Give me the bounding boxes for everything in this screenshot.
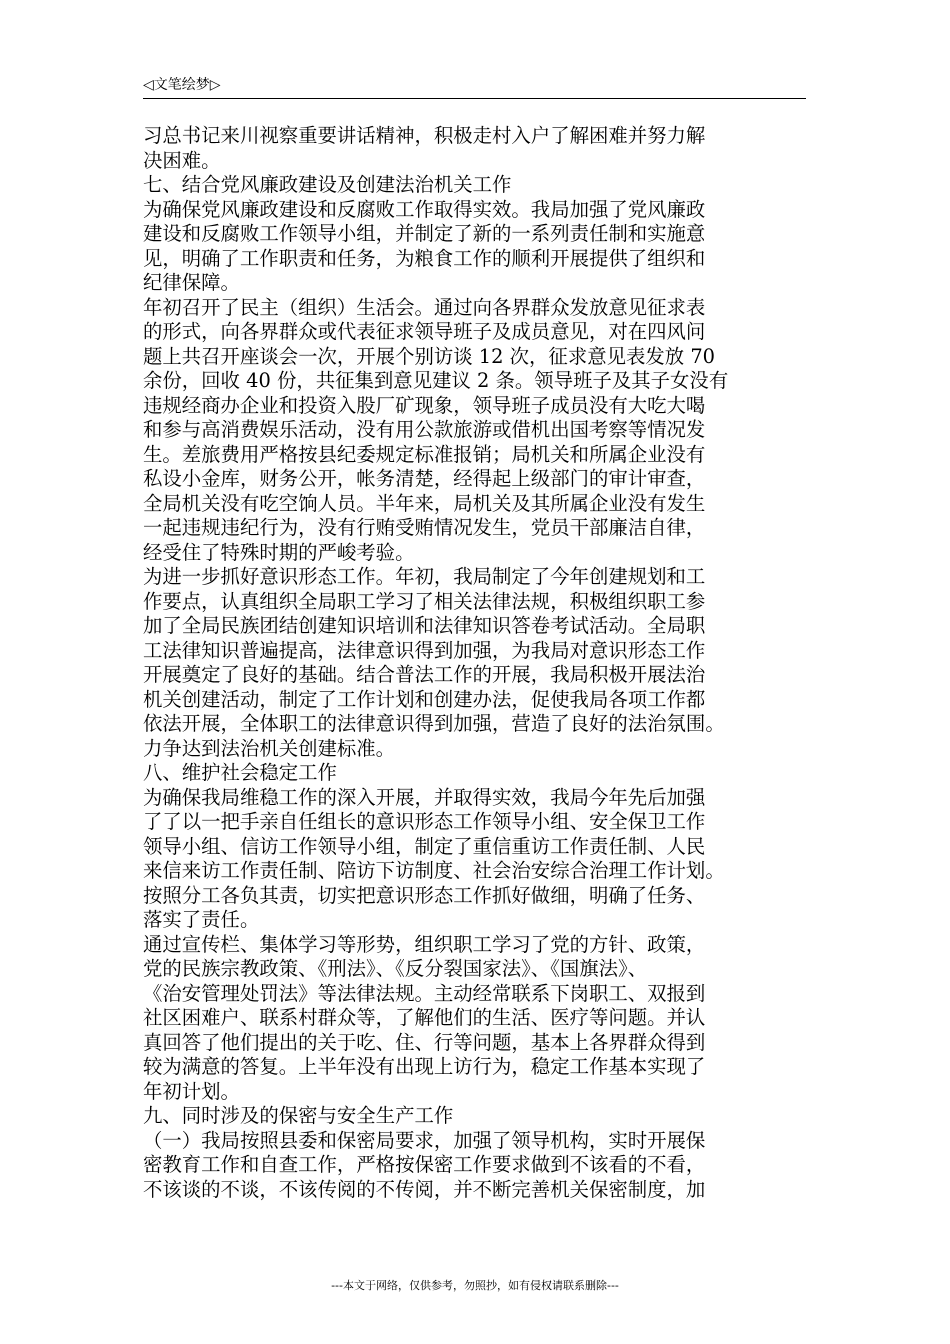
text-line: 经受住了特殊时期的严峻考验。: [143, 540, 415, 564]
text-line: 领导小组、信访工作领导小组，制定了重信重访工作责任制、人民: [143, 834, 706, 858]
text-line: 真回答了他们提出的关于吃、住、行等问题，基本上各界群众得到: [143, 1030, 706, 1054]
text-line: 题上共召开座谈会一次，开展个别访谈 12 次，征求意见表发放 70: [143, 344, 715, 368]
text-line: 七、结合党风廉政建设及创建法治机关工作: [143, 173, 512, 196]
text-line: 决困难。: [143, 148, 221, 172]
text-line: 按照分工各负其责，切实把意识形态工作抓好做细，明确了任务、: [143, 883, 706, 907]
header-brand: ◁文笔绘梦▷: [143, 77, 221, 93]
text-line: 机关创建活动，制定了工作计划和创建办法，促使我局各项工作都: [143, 687, 706, 711]
page-header: [143, 74, 806, 99]
text-line: 来信来访工作责任制、陪访下访制度、社会治安综合治理工作计划。: [143, 859, 725, 882]
text-line: 习总书记来川视察重要讲话精神，积极走村入户了解困难并努力解: [143, 124, 706, 147]
text-line: 密教育工作和自查工作，严格按保密工作要求做到不该看的不看，: [143, 1153, 706, 1176]
text-line: 建设和反腐败工作领导小组，并制定了新的一系列责任制和实施意: [143, 222, 706, 245]
text-line: 落实了责任。: [143, 908, 260, 931]
text-line: 不该谈的不谈，不该传阅的不传阅，并不断完善机关保密制度，加: [143, 1177, 706, 1201]
text-line: 为进一步抓好意识形态工作。年初，我局制定了今年创建规划和工: [143, 565, 706, 588]
footer-disclaimer: ---本文于网络，仅供参考，勿照抄，如有侵权请联系删除---: [331, 1279, 619, 1292]
text-line: 为确保我局维稳工作的深入开展，并取得实效，我局今年先后加强: [143, 785, 706, 809]
document-body: [143, 124, 808, 1202]
text-line: 开展奠定了良好的基础。结合普法工作的开展，我局积极开展法治: [143, 663, 706, 686]
text-line: 纪律保障。: [143, 271, 240, 294]
text-line: 工法律知识普遍提高，法律意识得到加强，为我局对意识形态工作: [143, 638, 706, 662]
text-line: 依法开展，全体职工的法律意识得到加强，营造了良好的法治氛围。: [143, 712, 725, 735]
text-line: 加了全局民族团结创建知识培训和法律知识答卷考试活动。全局职: [143, 614, 706, 637]
text-line: 见，明确了工作职责和任务，为粮食工作的顺利开展提供了组织和: [143, 246, 706, 270]
text-line: 八、维护社会稳定工作: [143, 761, 337, 784]
text-line: 社区困难户、联系村群众等，了解他们的生活、医疗等问题。并认: [143, 1006, 706, 1029]
text-line: 私设小金库，财务公开，帐务清楚，经得起上级部门的审计审查，: [143, 467, 706, 490]
text-line: 全局机关没有吃空饷人员。半年来，局机关及其所属企业没有发生: [143, 491, 706, 515]
text-line: 《治安管理处罚法》等法律法规。主动经常联系下岗职工、双报到: [143, 981, 706, 1005]
text-line: 一起违规违纪行为，没有行贿受贿情况发生，党员干部廉洁自律，: [143, 516, 706, 539]
text-line: 余份，回收 40 份，共征集到意见建议 2 条。领导班子及其子女没有: [143, 369, 729, 392]
text-line: 和参与高消费娱乐活动，没有用公款旅游或借机出国考察等情况发: [143, 418, 706, 441]
text-line: 通过宣传栏、集体学习等形势，组织职工学习了党的方针、政策，: [143, 932, 706, 956]
text-line: 生。差旅费用严格按县纪委规定标准报销；局机关和所属企业没有: [143, 442, 706, 466]
text-line: 为确保党风廉政建设和反腐败工作取得实效。我局加强了党风廉政: [143, 197, 706, 221]
text-line: 的形式，向各界群众或代表征求领导班子及成员意见，对在四风问: [143, 320, 706, 343]
text-line: 较为满意的答复。上半年没有出现上访行为，稳定工作基本实现了: [143, 1055, 706, 1078]
text-line: 年初召开了民主（组织）生活会。通过向各界群众发放意见征求表: [143, 295, 706, 319]
text-line: 年初计划。: [143, 1079, 240, 1103]
text-line: 力争达到法治机关创建标准。: [143, 736, 396, 760]
text-line: 了了以一把手亲自任组长的意识形态工作领导小组、安全保卫工作: [143, 810, 706, 833]
text-line: 九、同时涉及的保密与安全生产工作: [143, 1104, 454, 1127]
text-line: 作要点，认真组织全局职工学习了相关法律法规，积极组织职工参: [143, 589, 706, 613]
text-line: （一）我局按照县委和保密局要求，加强了领导机构，实时开展保: [143, 1128, 706, 1152]
text-line: 违规经商办企业和投资入股厂矿现象，领导班子成员没有大吃大喝: [143, 393, 706, 417]
text-line: 党的民族宗教政策、《刑法》、《反分裂国家法》、《国旗法》、: [143, 957, 648, 980]
